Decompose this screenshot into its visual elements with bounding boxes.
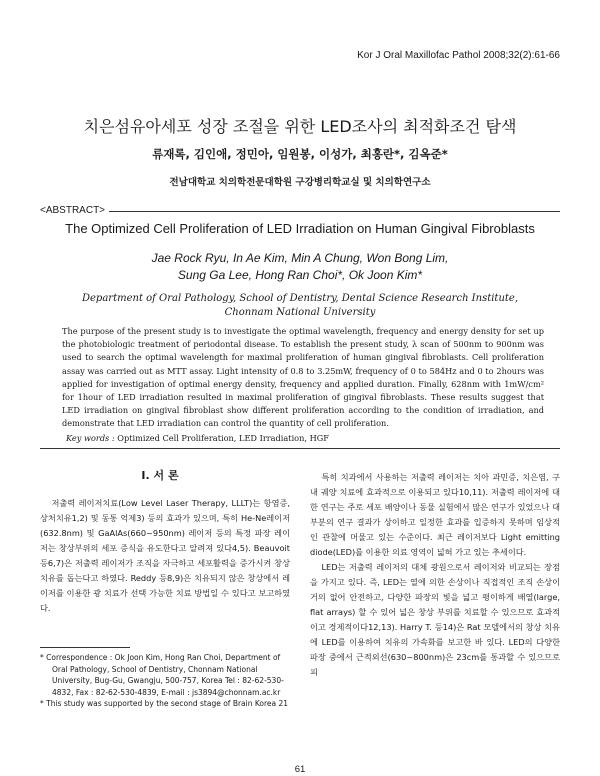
page-number: 61	[294, 764, 306, 775]
english-affiliation-line1: Department of Oral Pathology, School of Dentistry, Dental Science Research Institute,	[82, 293, 518, 304]
english-title: The Optimized Cell Proliferation of LED Irradiation on Human Gingival Fibroblasts	[65, 221, 535, 236]
english-affiliation-line2: Chonnam National University	[224, 307, 376, 318]
english-authors-line2: Sung Ga Lee, Hong Ran Choi*, Ok Joon Kim*	[177, 268, 423, 282]
footnote-support: * This study was supported by the second stage of Brain Korea 21	[40, 699, 289, 708]
journal-reference: Kor J Oral Maxillofac Pathol 2008;32(2):61-66	[357, 50, 560, 61]
body-paragraph: 저출력 레이저치료(Low Level Laser Therapy, LLLT)는 항염증, 상처치유1,2) 및 동통 억제3) 등의 효과가 있으며, 특히 He-Ne레이저(632.8nm) 및 GaAlAs(660~950nm) 레이저 등의 특정 파장 레이저는 창상부위의 세포 증식을 유도한다고 알려져 있다4,5). Beauvoit 등6,7)은 저출력 레이저가 조직을 자극하고 세포활력을 증가시켜 창상 치유를 돕는다고 하였다. Reddy 등8,9)은 치유되지 않은 창상에서 레이저를 이용한 광 치료가 선택 가능한 치료 방법일 수 있다고 보고하였다.	[40, 498, 290, 613]
footnote-rule	[40, 647, 130, 648]
korean-affiliation: 전남대학교 치의학전문대학원 구강병리학교실 및 치의학연구소	[169, 177, 431, 188]
keywords-label: Key words :	[66, 433, 115, 443]
keywords-text: Optimized Cell Proliferation, LED Irradiation, HGF	[117, 433, 329, 443]
abstract-label: <ABSTRACT>	[40, 205, 109, 216]
footnote-correspondence: * Correspondence : Ok Joon Kim, Hong Ran Choi, Department of Oral Pathology, School of Dentistry, Chonnam National University, Bug-Gu, Gwangju, 500-757, Korea Tel : 82-62-530-4832, Fax : 82-62-530-4839, E-mail : js3894@chonnam.ac.kr	[40, 653, 284, 697]
english-authors	[0, 250, 600, 284]
keywords-line	[66, 433, 329, 443]
body-column-right	[310, 470, 560, 680]
body-paragraph: LED는 저출력 레이저의 대체 광원으로서 레이저와 비교되는 장점을 가지고 있다. 즉, LED는 열에 의한 손상이나 직접적인 조직 손상이 거의 없어 안전하고, 다양한 파장의 빛을 넓고 평이하게 배열(large, flat arrays) 할 수 있어 넓은 창상 부위를 치료할 수 있으므로 효과적이고 경제적이다12,13). Harry T. 등14)은 Rat 모델에서의 창상 치유에 LED를 이용하여 치유의 가속화를 보고한 바 있다. LED의 다양한 파장 중에서 근적외선(630~800nm)은 23cm를 통과할 수 있으므로 피	[310, 562, 560, 677]
body-paragraph: 특히 치과에서 사용하는 저출력 레이저는 치아 과민증, 치은염, 구내 궤양 치료에 효과적으로 이용되고 있다10,11). 저출력 레이저에 대한 연구는 주로 세포 배양이나 동물 실험에서 많은 연구가 있었으나 대부분의 연구 결과가 상이하고 일정한 효과를 입증하지 못하며 임상적인 관찰에 머물고 있는 수준이다. 최근 레이저보다 Light emitting diode(LED)를 이용한 의료 영역이 넓혀 가고 있는 추세이다.	[310, 472, 560, 557]
english-affiliation	[0, 292, 600, 320]
abstract-bottom-rule	[40, 448, 560, 449]
body-column-left	[40, 496, 290, 616]
section-heading: I. 서 론	[141, 469, 179, 482]
korean-title: 치은섬유아세포 성장 조절을 위한 LED조사의 최적화조건 탐색	[83, 117, 517, 136]
abstract-text: The purpose of the present study is to investigate the optimal wavelength, frequency and energy density for set up the photobiologic treatment of periodontal disease. To establish the present study, λ scan of 500nm to 900nm was used to search the optimal wavelength for maximal proliferation of human gingival fibroblasts. Cell proliferation assay was carried out as MTT assay. Light intensity of 0.8 to 3.25mW, frequency of 0 to 584Hz and 0 to 2hours was applied for investigation of optimal energy density, frequency and applied duration. Finally, 628nm with 1mW/cm² for 1hour of LED irradiation resulted in maximal proliferation of gingival fibroblasts. These results suggest that LED irradiation on gingival fibroblast show different proliferation according to the condition of irradiation, and demonstrate that LED irradiation can control the quantity of cell proliferation.	[62, 326, 544, 429]
abstract-top-rule	[40, 211, 560, 212]
footnotes	[40, 652, 290, 710]
english-authors-line1: Jae Rock Ryu, In Ae Kim, Min A Chung, Won Bong Lim,	[151, 251, 449, 265]
korean-authors: 류재록, 김인애, 정민아, 임원봉, 이성가, 최홍란*, 김옥준*	[152, 147, 448, 161]
